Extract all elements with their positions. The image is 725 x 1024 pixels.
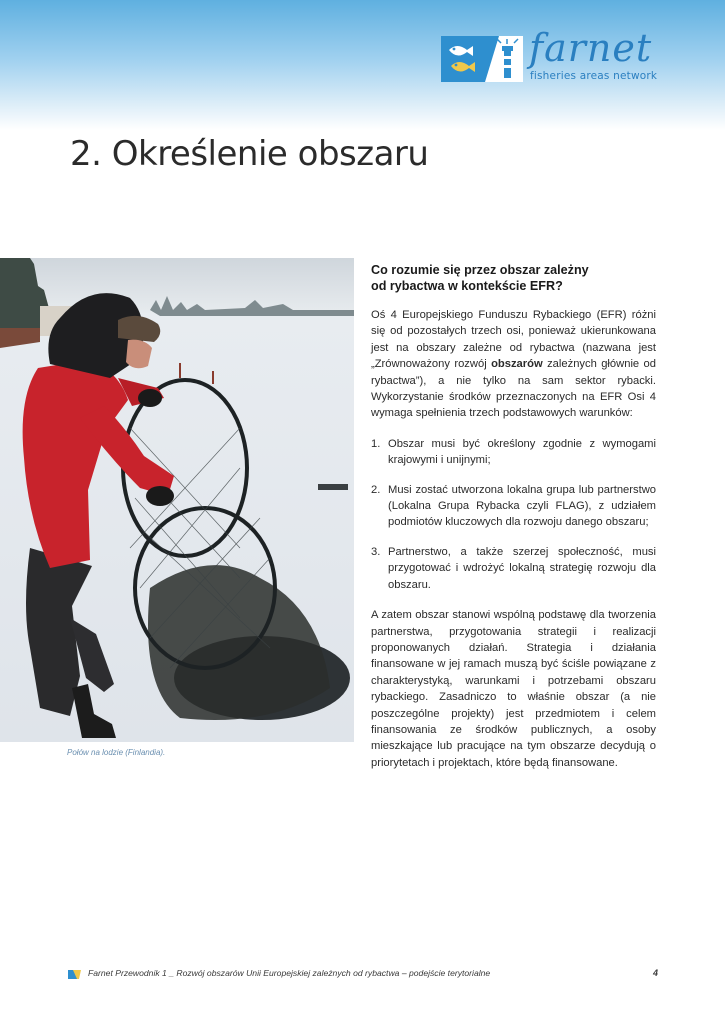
farnet-logo	[441, 26, 661, 86]
page-title: 2. Określenie obszaru	[70, 134, 429, 174]
section-heading-line-1: Co rozumie się przez obszar zależny	[371, 263, 589, 277]
page-number: 4	[652, 968, 658, 978]
list-item-number: 1.	[371, 437, 381, 450]
list-item	[371, 544, 656, 593]
section-heading	[371, 262, 656, 294]
list-item-number: 2.	[371, 483, 381, 496]
list-item-text: Partnerstwo, a także szerzej społeczność, musi przygotować i wdrożyć lokalną strategię rozwoju dla obszaru.	[388, 545, 656, 591]
list-item-number: 3.	[371, 545, 381, 558]
intro-text-1: Oś 4 Europejskiego Funduszu Rybackiego (EFR) różni się od pozostałych trzech osi, ponieważ ukierunkowana jest na obszary zależne od rybactwa (nazwana jest „Zrównoważony rozwój	[371, 309, 656, 371]
intro-bold-word: obszarów	[491, 358, 543, 371]
logo-subtitle: fisheries areas network	[530, 70, 658, 82]
intro-paragraph	[371, 307, 656, 422]
section-heading-line-2: od rybactwa w kontekście EFR?	[371, 279, 563, 293]
fisherman-ice-net-photo	[0, 258, 354, 742]
requirements-list	[371, 436, 656, 593]
intro-text-2: zależnych głównie od rybactwa”), a nie tylko na sam sektor rybacki. Wykorzystanie środków przeznaczonych na EFR Osi 4 wymaga spełnienia trzech podstawowych warunków:	[371, 358, 656, 420]
farnet-mark-icon	[68, 970, 81, 979]
list-item-text: Musi zostać utworzona lokalna grupa lub partnerstwo (Lokalna Grupa Rybacka czyli FLAG), z udziałem podmiotów kluczowych dla rozwoju danego obszaru;	[388, 483, 656, 529]
photo-illustration	[0, 258, 354, 742]
footer-text: Farnet Przewodnik 1 _ Rozwój obszarów Unii Europejskiej zależnych od rybactwa – podejście terytorialne	[88, 968, 491, 978]
list-item	[371, 436, 656, 469]
logo-word: farnet	[529, 26, 653, 70]
list-item-text: Obszar musi być określony zgodnie z wymogami krajowymi i unijnymi;	[388, 437, 656, 467]
conclusion-paragraph: A zatem obszar stanowi wspólną podstawę dla tworzenia partnerstwa, przygotowania strategii i realizacji proponowanych działań. Strategia i działania finansowane w jej ramach muszą być ściśle powiązane z charakterystyką, warunkami i potrzebami obszaru rybackiego. Zasadniczo to właśnie obszar (a nie poszczególne projekty) jest przedmiotem i celem finansowania ze środków publicznych, a osoby mieszkające lub pracujące na tym obszarze decydują o priorytetach i projektach, które będą finansowane.	[371, 609, 656, 769]
page-footer	[68, 968, 658, 982]
photo-caption: Połów na lodzie (Finlandia).	[67, 748, 166, 757]
fish-lighthouse-icon	[441, 36, 523, 82]
list-item	[371, 482, 656, 531]
main-text-column	[371, 262, 656, 785]
